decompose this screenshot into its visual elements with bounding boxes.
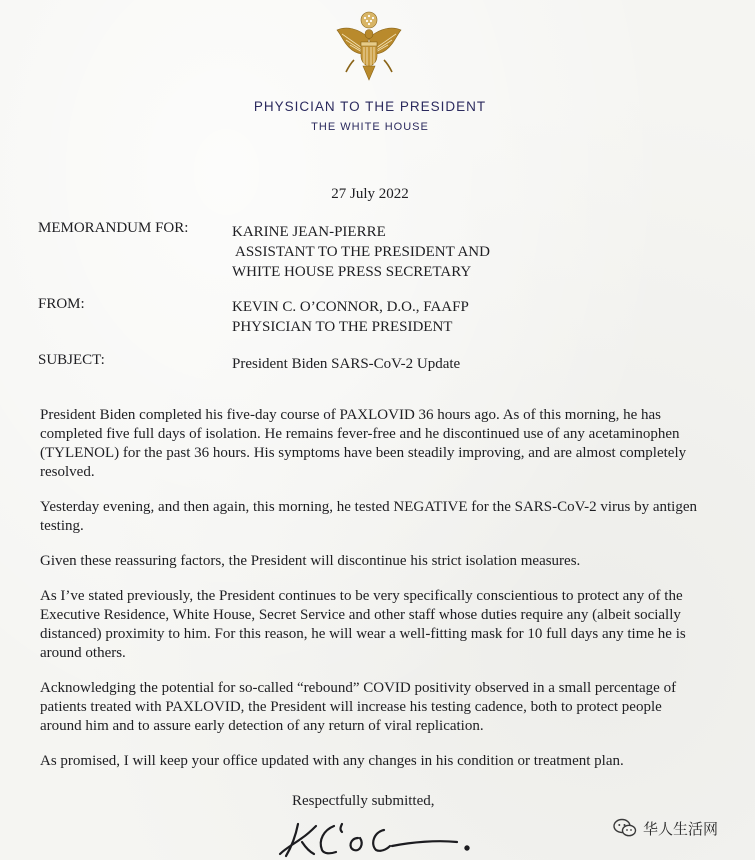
watermark-text: 华人生活网: [643, 819, 719, 838]
memo-from-label: FROM:: [38, 296, 85, 312]
body-paragraph: As promised, I will keep your office updated with any changes in his condition or treatment plan.: [40, 753, 624, 769]
body-paragraph: Yesterday evening, and then again, this morning, he tested NEGATIVE for the SARS-CoV-2 virus by antigen testing.: [40, 499, 697, 534]
memo-from-line: PHYSICIAN TO THE PRESIDENT: [232, 319, 453, 335]
body-paragraph: Acknowledging the potential for so-called “rebound” COVID positivity observed in a small percentage of patients treated with PAXLOVID, the President will increase his testing cadence, both to protect people around him and to assure early detection of any return of viral replication.: [40, 680, 677, 734]
memo-subject-label: SUBJECT:: [38, 352, 105, 368]
watermark: [613, 815, 718, 841]
memo-subject: President Biden SARS-CoV-2 Update: [232, 356, 461, 372]
memo-for-line: ASSISTANT TO THE PRESIDENT AND: [235, 244, 490, 260]
closing-text: Respectfully submitted,: [292, 793, 435, 809]
memo-date: 27 July 2022: [331, 186, 409, 202]
presidential-seal-icon: [334, 10, 404, 84]
memo-for-line: WHITE HOUSE PRESS SECRETARY: [232, 264, 472, 280]
memo-for-line: KARINE JEAN-PIERRE: [232, 224, 386, 240]
memo-from-line: KEVIN C. O’CONNOR, D.O., FAAFP: [232, 299, 469, 315]
body-paragraph: As I’ve stated previously, the President continues to be very specifically conscientious to protect any of the Executive Residence, White House, Secret Service and other staff whose duties require any (albeit socially distanced) proximity to him. For this reason, he will wear a well-fitting mask for 10 full days any time he is around others.: [40, 588, 686, 661]
memo-for-recipient: [232, 222, 490, 282]
letterhead-subtitle: THE WHITE HOUSE: [311, 121, 429, 133]
letterhead-title: PHYSICIAN TO THE PRESIDENT: [253, 99, 487, 114]
body-paragraph: Given these reassuring factors, the President will discontinue his strict isolation measures.: [40, 553, 581, 569]
memo-for-label: MEMORANDUM FOR:: [38, 220, 189, 236]
wechat-icon: [613, 818, 637, 838]
signature-icon: [272, 818, 482, 860]
memo-from-sender: [232, 297, 469, 337]
body-paragraph: President Biden completed his five-day course of PAXLOVID 36 hours ago. As of this morning, he has completed five full days of isolation. He remains fever-free and he discontinued use of any acetaminophen (TYLENOL) for the past 36 hours. His symptoms have been steadily improving, and are almost completely resolved.: [40, 407, 687, 480]
memo-body: [40, 406, 705, 787]
